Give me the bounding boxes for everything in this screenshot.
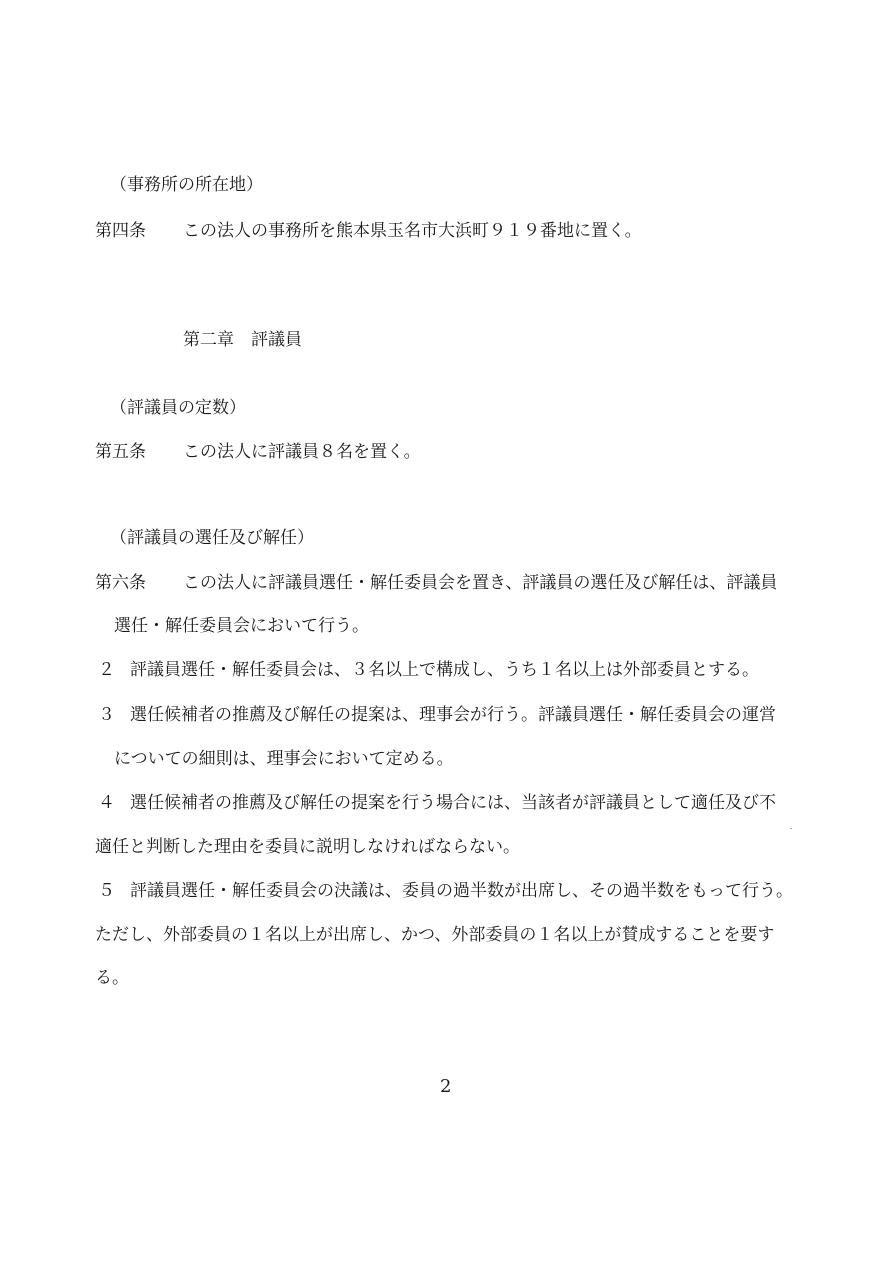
article-5-heading: （評議員の定数） [110, 398, 246, 418]
article-6-heading: （評議員の選任及び解任） [110, 528, 314, 548]
paragraph-5-line-1: 評議員選任・解任委員会の決議は、委員の過半数が出席し、その過半数をもって行う。 [130, 881, 793, 901]
article-4-text: この法人の事務所を熊本県玉名市大浜町９１９番地に置く。 [183, 221, 642, 241]
paragraph-3-line-1: 選任候補者の推薦及び解任の提案は、理事会が行う。評議員選任・解任委員会の運営 [130, 705, 776, 725]
paragraph-5-number: ５ [98, 881, 115, 901]
paragraph-2-number: ２ [98, 660, 115, 680]
paragraph-2-text: 評議員選任・解任委員会は、３名以上で構成し、うち１名以上は外部委員とする。 [130, 660, 759, 680]
article-5-text: この法人に評議員８名を置く。 [183, 442, 421, 462]
article-6-line-1: この法人に評議員選任・解任委員会を置き、評議員の選任及び解任は、評議員 [183, 573, 778, 593]
paragraph-3-line-2: についての細則は、理事会において定める。 [114, 749, 454, 769]
page-number: 2 [440, 1076, 452, 1097]
article-6-number: 第六条 [95, 573, 146, 593]
paragraph-4-line-1: 選任候補者の推薦及び解任の提案を行う場合には、当該者が評議員として適任及び不 [130, 793, 776, 813]
paragraph-3-number: ３ [98, 705, 115, 725]
article-4-heading: （事務所の所在地） [110, 175, 263, 195]
paragraph-5-line-2: ただし、外部委員の１名以上が出席し、かつ、外部委員の１名以上が賛成することを要す [95, 925, 775, 945]
scan-speck [790, 828, 792, 829]
article-5-number: 第五条 [95, 442, 146, 462]
chapter-2-title: 第二章 評議員 [183, 330, 302, 350]
paragraph-4-line-2: 適任と判断した理由を委員に説明しなければならない。 [95, 837, 520, 857]
article-6-line-2: 選任・解任委員会において行う。 [114, 616, 369, 636]
paragraph-5-line-3: る。 [95, 968, 129, 988]
article-4-number: 第四条 [95, 221, 146, 241]
paragraph-4-number: ４ [98, 793, 115, 813]
